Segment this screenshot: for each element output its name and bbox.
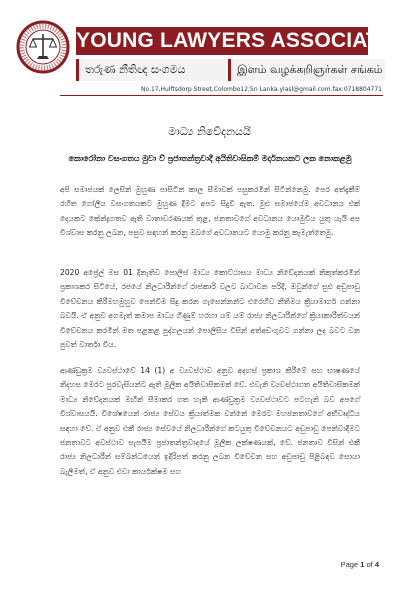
body-paragraph-2: 2020 අප්‍රේල් මස 01 දිනැතිව පොලිස් මාධ්‍ය කොට්ඨාසය මාධ්‍ය නිවේදනයක් නිකුත්කරමින් ප්‍රකාශකර සිටියේ, රජයේ නිලධාරීන්ගේ රාජකාරි වලට බාධාවන පරිදි, ඔවුන්ගේ සුළු අඩුපාඩු විවේචනය කිරීමහමුහුව පෙන්වීම සිදු කරන ගැසෙන්නන්ට එරෙහිව නීතිමය ක්‍රියාමාර්ග ගන්නා බවයි. ඒ අනුව අගමැත් කමාප මාධ්‍ය ගිණුම් හරහා යම් යම් රාජ්‍ය නිලධාරීන්ගේ ක්‍රියාකාරීත්වයන් විවේචනය කරමින් මත පළකළ පුද්ගලයන් පොලිසිය විසින් අත්අඩංගුවට ගන්නා ලද බවට වන පුවත් වාර්තා විය. [60, 268, 360, 350]
page-current: 1 [360, 560, 365, 569]
body-paragraph-1: අපි සමාජයක් ලෙසින් මුහුණ පාසිටින කාල සීමාවක් පසුකරමින් සිටින්නෙමු. පෙර අත්දැකීම් රහිත ගෝලීය වසංගතයකට මුහුණ දීමට අපට සිදුවී ඇත. මුළු සමාජයේම අවධානය එක් දෙයකට කේන්ද්‍රගතව ඇති වාතාවරණයක් තුළ, ජනතාවගේ අවධානය යොමුවිය යුතු යැයි අප විශ්වාස කරනු ලබන, පසුව සඳහන් කරනු ඔබගේ අවධානයට යොමු කරනු කැමැත්තෙමු. [60, 185, 360, 238]
document-subject: කොරෝනා වසංගතය මුවා ව් ප්‍රජාතන්ත්‍රවාදී අයිතිවාසිකම් මර්දනයකට ලක නොකළමු [68, 154, 352, 163]
letterhead [0, 0, 419, 125]
letterhead-divider [60, 95, 383, 96]
document-heading: මාධ්‍ය නිවේදනයයි [168, 125, 251, 138]
body-paragraph-3: ආණ්ඩුක්‍රම ව්‍යවස්ථාවේ 14 (1) අ ව්‍යවස්ථාව අනුව අදහස් ප්‍රකාශ කිරීමේ සහ භාෂණයේ නිදහස මෙරට පුරවැසියන්ට ඇති මූලික අයිතිවාසිකමක් වේ. එවැනි ව්‍යවස්ථාගත අයිතිවාසිකමක් මාධ්‍ය නිවේදනයක් මඟින් සීමාකර ගත හැකි ආණ්ඩුක්‍රම ව්‍යවස්ථාවට පටහැනි බව අපගේ විශ්වාසයයි. විශේෂයෙන් රාජ්‍ය සේවය ක්‍රියාත්මක වන්නේ මෙරට මහජනතාවගේ අභිවෘද්ධිය සඳහා වේ. ඒ අනුව එකී රාජ්‍ය සේවයේ නිලධාරීන්ගේ කටයුතු විවේචනයට අඩුපාඩු පෙන්වාදීමට ජනතාවට අවස්ථාව සැපයීම ප්‍රජාතන්ත්‍රවාදයේ මූලික ලක්ෂණයක්, වේ. ජනතාව විසින් එකී රාජ්‍ය නිලධාරීන් සම්බන්ධයෙන් ඉදිරිපත් කරනු ලබන විවේචන සහ අඩුපාඩු පිළිබඳව සොයා බැලීමත්, ඒ අනුව එවා කාර්යක්ෂම සහ [60, 366, 360, 476]
page-of-label: of [366, 560, 373, 569]
subtitle-tamil: இளம் வழக்கறிஞர்கள் சங்கம் [228, 59, 385, 81]
contact-address: No.17,Hulftsdorp Street,Colombo12,Sri Lanka.ylasl@gmail.com.fax:0718804771 [141, 86, 382, 93]
association-title: YOUNG LAWYERS ASSOCIATION [76, 27, 368, 55]
page-number [341, 560, 379, 569]
association-seal-icon [16, 20, 70, 74]
subtitle-sinhala: තරුණ නීතිඥ සංගමය [76, 59, 230, 81]
subtitle-row [76, 59, 383, 83]
page-total: 4 [374, 560, 379, 569]
page-label-prefix: Page [340, 560, 359, 569]
